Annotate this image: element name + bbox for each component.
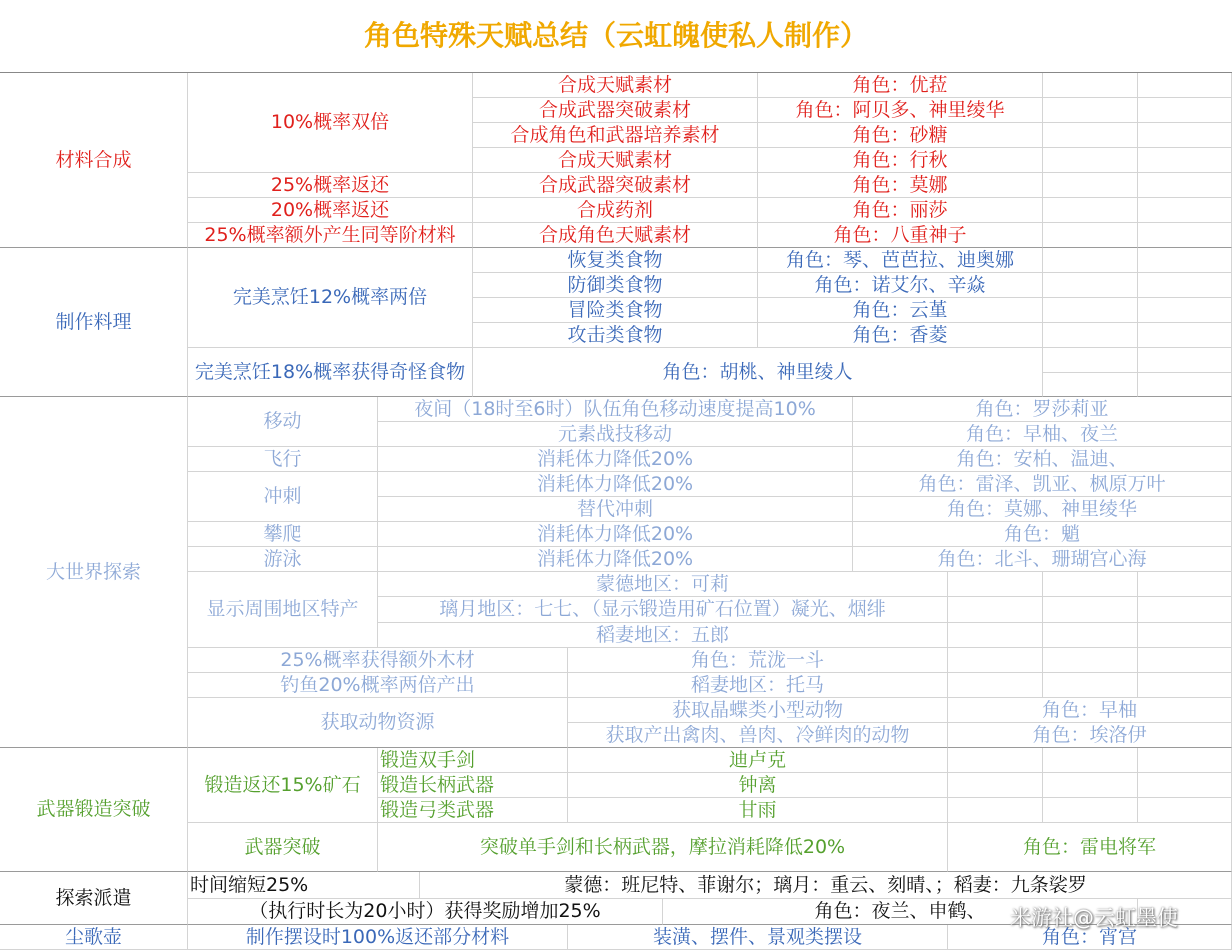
explore-sprint-desc: 消耗体力降低20% — [378, 472, 853, 497]
empty-cell — [1043, 173, 1138, 198]
explore-move-element: 元素战技移动 — [378, 422, 853, 447]
empty-cell — [1043, 248, 1138, 273]
materials-item: 合成角色天赋素材 — [473, 223, 758, 248]
explore-swim: 游泳 — [188, 547, 378, 572]
empty-cell — [1043, 73, 1138, 98]
explore-climb: 攀爬 — [188, 522, 378, 547]
empty-cell — [1138, 223, 1232, 248]
empty-cell — [1043, 773, 1138, 798]
empty-cell — [1043, 298, 1138, 323]
empty-cell — [948, 597, 1043, 623]
dispatch-shorten-roles: 蒙德：班尼特、菲谢尔；璃月：重云、刻晴、；稻妻：九条裟罗 — [420, 872, 1232, 899]
materials-role: 角色：八重神子 — [758, 223, 1043, 248]
explore-climb-role: 角色：魈 — [853, 522, 1232, 547]
explore-fish-role: 稻妻地区：托马 — [568, 673, 948, 698]
empty-cell — [948, 623, 1043, 648]
empty-cell — [948, 572, 1043, 597]
materials-role: 角色：莫娜 — [758, 173, 1043, 198]
teapot-header: 尘歌壶 — [0, 925, 188, 950]
materials-prob-double: 10%概率双倍 — [188, 73, 473, 173]
materials-item: 合成武器突破素材 — [473, 173, 758, 198]
materials-role: 角色：优菈 — [758, 73, 1043, 98]
empty-cell — [1138, 748, 1232, 773]
materials-header: 材料合成 — [0, 73, 188, 248]
empty-cell — [1043, 348, 1138, 373]
cooking-item: 恢复类食物 — [473, 248, 758, 273]
dispatch-bonus-role: 角色：夜兰、申鹤、 — [663, 899, 1138, 925]
sheet-title: 角色特殊天赋总结（云虹魄使私人制作） — [363, 19, 868, 52]
empty-cell — [1138, 648, 1232, 673]
cooking-item: 攻击类食物 — [473, 323, 758, 348]
explore-animal-role: 角色：埃洛伊 — [948, 723, 1232, 748]
weapon-forge: 锻造返还15%矿石 — [188, 748, 378, 823]
empty-cell — [1138, 73, 1232, 98]
empty-cell — [948, 648, 1043, 673]
empty-cell — [1043, 198, 1138, 223]
explore-specialty-row: 蒙德地区：可莉 — [378, 572, 948, 597]
materials-item: 合成角色和武器培养素材 — [473, 123, 758, 148]
teapot-desc: 制作摆设时100%返还部分材料 — [188, 925, 568, 950]
empty-cell — [1138, 773, 1232, 798]
empty-cell — [1138, 798, 1232, 823]
weapon-ascend: 武器突破 — [188, 823, 378, 872]
empty-cell — [1138, 173, 1232, 198]
cooking-role: 角色：琴、芭芭拉、迪奥娜 — [758, 248, 1043, 273]
explore-header: 大世界探索 — [0, 397, 188, 748]
cooking-perfect18: 完美烹饪18%概率获得奇怪食物 — [188, 348, 473, 397]
weapon-forge-item: 锻造长柄武器 — [378, 773, 568, 798]
explore-sprint-alt-role: 角色：莫娜、神里绫华 — [853, 497, 1232, 522]
weapon-header: 武器锻造突破 — [0, 748, 188, 872]
materials-item: 合成药剂 — [473, 198, 758, 223]
empty-cell — [1043, 798, 1138, 823]
explore-wood: 25%概率获得额外木材 — [188, 648, 568, 673]
materials-item: 合成天赋素材 — [473, 148, 758, 173]
weapon-forge-role: 迪卢克 — [568, 748, 948, 773]
explore-fly-role: 角色：安柏、温迪、 — [853, 447, 1232, 472]
empty-cell — [1043, 273, 1138, 298]
explore-fish: 钓鱼20%概率两倍产出 — [188, 673, 568, 698]
empty-cell — [1138, 248, 1232, 273]
empty-cell — [1138, 623, 1232, 648]
cooking-role: 角色：诺艾尔、辛焱 — [758, 273, 1043, 298]
explore-sprint-role: 角色：雷泽、凯亚、枫原万叶 — [853, 472, 1232, 497]
watermark: 米游社@云虹墨使 — [1010, 906, 1178, 930]
explore-move: 移动 — [188, 397, 378, 447]
explore-animal-item: 获取产出禽肉、兽肉、冷鲜肉的动物 — [568, 723, 948, 748]
teapot-role: 角色：宵宫 — [948, 925, 1232, 950]
empty-cell — [1043, 597, 1138, 623]
explore-sprint-alt: 替代冲刺 — [378, 497, 853, 522]
empty-cell — [1138, 298, 1232, 323]
explore-fly-desc: 消耗体力降低20% — [378, 447, 853, 472]
materials-role: 角色：行秋 — [758, 148, 1043, 173]
empty-cell — [1138, 273, 1232, 298]
empty-cell — [1138, 348, 1232, 373]
materials-prob-extra: 25%概率额外产生同等阶材料 — [188, 223, 473, 248]
empty-cell — [1043, 572, 1138, 597]
empty-cell — [1043, 223, 1138, 248]
empty-cell — [1043, 148, 1138, 173]
empty-cell — [948, 748, 1043, 773]
empty-cell — [1138, 198, 1232, 223]
explore-sprint: 冲刺 — [188, 472, 378, 522]
explore-swim-role: 角色：北斗、珊瑚宫心海 — [853, 547, 1232, 572]
cooking-header: 制作料理 — [0, 248, 188, 397]
empty-cell — [1043, 123, 1138, 148]
empty-cell — [948, 673, 1043, 698]
materials-prob-return25: 25%概率返还 — [188, 173, 473, 198]
empty-cell — [1043, 373, 1138, 397]
empty-cell — [1138, 323, 1232, 348]
weapon-forge-role: 钟离 — [568, 773, 948, 798]
empty-cell — [948, 773, 1043, 798]
cooking-role: 角色：香菱 — [758, 323, 1043, 348]
explore-swim-desc: 消耗体力降低20% — [378, 547, 853, 572]
explore-specialty-row: 璃月地区：七七、（显示锻造用矿石位置）凝光、烟绯 — [378, 597, 948, 623]
weapon-forge-item: 锻造弓类武器 — [378, 798, 568, 823]
weapon-forge-item: 锻造双手剑 — [378, 748, 568, 773]
explore-specialty-row: 稻妻地区：五郎 — [378, 623, 948, 648]
materials-role: 角色：砂糖 — [758, 123, 1043, 148]
empty-cell — [1043, 98, 1138, 123]
explore-wood-role: 角色：荒泷一斗 — [568, 648, 948, 673]
empty-cell — [948, 798, 1043, 823]
empty-cell — [1138, 597, 1232, 623]
explore-fly: 飞行 — [188, 447, 378, 472]
cooking-perfect18-role: 角色：胡桃、神里绫人 — [473, 348, 1043, 397]
empty-cell — [1138, 148, 1232, 173]
explore-animal: 获取动物资源 — [188, 698, 568, 748]
materials-item: 合成天赋素材 — [473, 73, 758, 98]
dispatch-shorten: 时间缩短25% — [188, 872, 420, 899]
cooking-item: 冒险类食物 — [473, 298, 758, 323]
empty-cell — [1138, 98, 1232, 123]
materials-role: 角色：阿贝多、神里绫华 — [758, 98, 1043, 123]
explore-animal-role: 角色：早柚 — [948, 698, 1232, 723]
explore-move-night: 夜间（18时至6时）队伍角色移动速度提高10% — [378, 397, 853, 422]
empty-cell — [1043, 623, 1138, 648]
explore-move-element-role: 角色：早柚、夜兰 — [853, 422, 1232, 447]
empty-cell — [1138, 373, 1232, 397]
empty-cell — [1138, 673, 1232, 698]
dispatch-bonus: （执行时长为20小时）获得奖励增加25% — [188, 899, 663, 925]
weapon-ascend-desc: 突破单手剑和长柄武器，摩拉消耗降低20% — [378, 823, 948, 872]
empty-cell — [1043, 323, 1138, 348]
empty-cell — [1043, 748, 1138, 773]
teapot-type: 装潢、摆件、景观类摆设 — [568, 925, 948, 950]
explore-climb-desc: 消耗体力降低20% — [378, 522, 853, 547]
empty-cell — [1138, 123, 1232, 148]
cooking-item: 防御类食物 — [473, 273, 758, 298]
materials-role: 角色：丽莎 — [758, 198, 1043, 223]
empty-cell — [1138, 572, 1232, 597]
materials-prob-return20: 20%概率返还 — [188, 198, 473, 223]
cooking-role: 角色：云堇 — [758, 298, 1043, 323]
materials-item: 合成武器突破素材 — [473, 98, 758, 123]
weapon-ascend-role: 角色：雷电将军 — [948, 823, 1232, 872]
weapon-forge-role: 甘雨 — [568, 798, 948, 823]
cooking-perfect12: 完美烹饪12%概率两倍 — [188, 248, 473, 348]
empty-cell — [1043, 648, 1138, 673]
empty-cell — [1043, 673, 1138, 698]
dispatch-header: 探索派遣 — [0, 872, 188, 925]
explore-animal-item: 获取晶蝶类小型动物 — [568, 698, 948, 723]
explore-move-night-role: 角色：罗莎莉亚 — [853, 397, 1232, 422]
explore-specialty: 显示周围地区特产 — [188, 572, 378, 648]
